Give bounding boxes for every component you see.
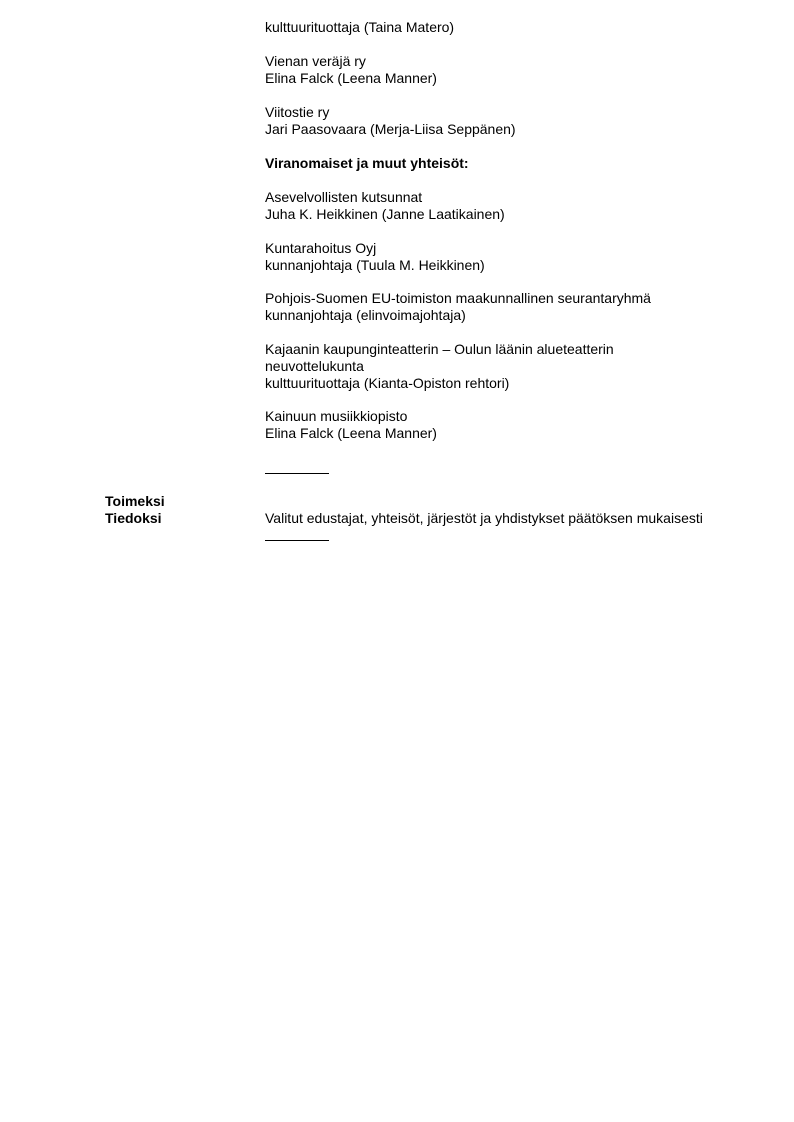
tiedoksi-text: Valitut edustajat, yhteisöt, järjestöt ja yhdistykset päätöksen mukaisesti bbox=[265, 510, 703, 526]
text-line: neuvottelukunta bbox=[265, 358, 364, 374]
text-line: kulttuurituottaja (Kianta-Opiston rehtori) bbox=[265, 375, 510, 391]
text-line: Pohjois-Suomen EU-toimiston maakunnallinen seurantaryhmä bbox=[265, 290, 651, 306]
text-line: Jari Paasovaara (Merja-Liisa Seppänen) bbox=[265, 121, 516, 137]
text-line: Elina Falck (Leena Manner) bbox=[265, 425, 437, 441]
text-line: kulttuurituottaja (Taina Matero) bbox=[265, 19, 455, 35]
text-line: Kuntarahoitus Oyj bbox=[265, 240, 377, 256]
text-line: Viitostie ry bbox=[265, 104, 330, 120]
text-line: kunnanjohtaja (elinvoimajohtaja) bbox=[265, 307, 466, 323]
text-line: Juha K. Heikkinen (Janne Laatikainen) bbox=[265, 206, 505, 222]
toimeksi-label: Toimeksi bbox=[105, 493, 165, 509]
divider-line bbox=[265, 540, 329, 541]
text-line: Vienan veräjä ry bbox=[265, 53, 366, 69]
divider-line bbox=[265, 473, 329, 474]
tiedoksi-label: Tiedoksi bbox=[105, 510, 162, 526]
text-line: Asevelvollisten kutsunnat bbox=[265, 189, 423, 205]
text-line: Elina Falck (Leena Manner) bbox=[265, 70, 437, 86]
text-line: kunnanjohtaja (Tuula M. Heikkinen) bbox=[265, 257, 485, 273]
section-heading: Viranomaiset ja muut yhteisöt: bbox=[265, 155, 469, 171]
text-line: Kainuun musiikkiopisto bbox=[265, 408, 408, 424]
text-line: Kajaanin kaupunginteatterin – Oulun läänin alueteatterin bbox=[265, 341, 614, 357]
